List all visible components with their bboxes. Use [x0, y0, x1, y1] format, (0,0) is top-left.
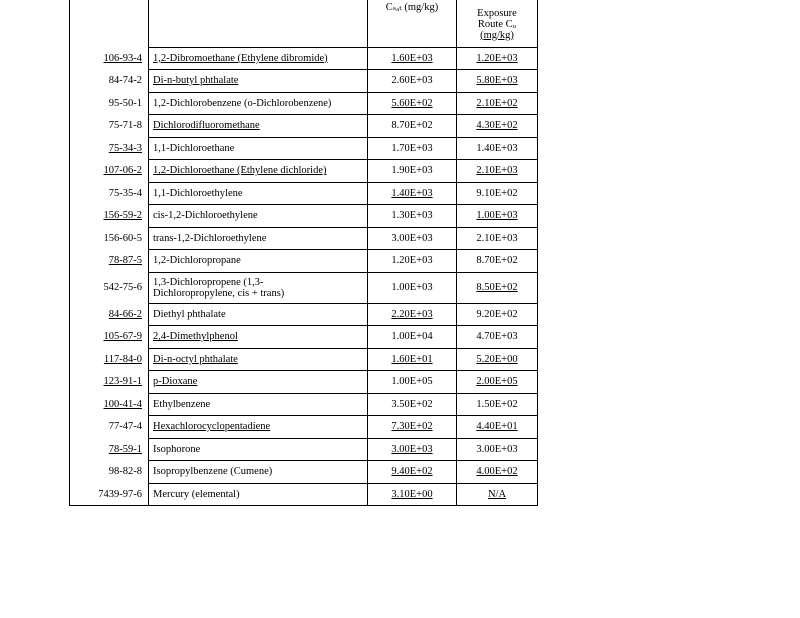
table-row [70, 371, 538, 394]
header-cas-blank [70, 0, 149, 47]
csat-value: 1.60E+03 [368, 47, 457, 70]
table-row [70, 47, 538, 70]
csat-value: 2.60E+03 [368, 70, 457, 93]
csat-value: 3.00E+03 [368, 438, 457, 461]
exposure-value: 8.50E+02 [457, 272, 538, 303]
table-row [70, 483, 538, 506]
chemical-name: Diethyl phthalate [149, 303, 368, 326]
exposure-value: 4.30E+02 [457, 115, 538, 138]
csat-value: 5.60E+02 [368, 92, 457, 115]
exposure-value: N/A [457, 483, 538, 506]
csat-value: 7.30E+02 [368, 416, 457, 439]
chemical-name: cis-1,2-Dichloroethylene [149, 205, 368, 228]
cas-number: 7439-97-6 [70, 483, 149, 506]
header-chemical-blank [149, 0, 368, 47]
table-row [70, 92, 538, 115]
chemical-name-line-2: Dichloropropylene, cis + trans) [153, 287, 285, 299]
csat-value: 1.00E+05 [368, 371, 457, 394]
exposure-value: 2.10E+03 [457, 227, 538, 250]
cas-number: 84-66-2 [70, 303, 149, 326]
exposure-value: 3.00E+03 [457, 438, 538, 461]
exposure-value: 4.40E+01 [457, 416, 538, 439]
cas-number: 78-59-1 [70, 438, 149, 461]
header-exposure-route [457, 0, 538, 47]
cas-number: 156-60-5 [70, 227, 149, 250]
chemical-saturation-table [69, 0, 538, 506]
table-row [70, 416, 538, 439]
csat-value: 2.20E+03 [368, 303, 457, 326]
table-row [70, 137, 538, 160]
table-row [70, 115, 538, 138]
table-row [70, 326, 538, 349]
chemical-name: 1,2-Dichloroethane (Ethylene dichloride) [149, 160, 368, 183]
csat-value: 1.40E+03 [368, 182, 457, 205]
header-exposure-line-3: (mg/kg) [480, 29, 514, 41]
table-row [70, 182, 538, 205]
chemical-name: Isophorone [149, 438, 368, 461]
cas-number: 123-91-1 [70, 371, 149, 394]
exposure-value: 2.10E+03 [457, 160, 538, 183]
chemical-name: 1,1-Dichloroethane [149, 137, 368, 160]
chemical-name: Ethylbenzene [149, 393, 368, 416]
csat-value: 1.70E+03 [368, 137, 457, 160]
table-row [70, 205, 538, 228]
table-row [70, 303, 538, 326]
chemical-name: Hexachlorocyclopentadiene [149, 416, 368, 439]
csat-value: 1.60E+01 [368, 348, 457, 371]
exposure-value: 1.00E+03 [457, 205, 538, 228]
chemical-name: 1,2-Dichloropropane [149, 250, 368, 273]
exposure-value: 9.10E+02 [457, 182, 538, 205]
chemical-name: 2,4-Dimethylphenol [149, 326, 368, 349]
csat-value: 8.70E+02 [368, 115, 457, 138]
csat-value: 3.00E+03 [368, 227, 457, 250]
table-row [70, 348, 538, 371]
cas-number: 100-41-4 [70, 393, 149, 416]
chemical-name: 1,1-Dichloroethylene [149, 182, 368, 205]
table-row [70, 70, 538, 93]
chemical-name: 1,2-Dibromoethane (Ethylene dibromide) [149, 47, 368, 70]
exposure-value: 1.20E+03 [457, 47, 538, 70]
exposure-value: 4.00E+02 [457, 461, 538, 484]
csat-value: 3.10E+00 [368, 483, 457, 506]
exposure-value: 2.00E+05 [457, 371, 538, 394]
cas-number: 78-87-5 [70, 250, 149, 273]
cas-number: 95-50-1 [70, 92, 149, 115]
chemical-name: 1,2-Dichlorobenzene (o-Dichlorobenzene) [149, 92, 368, 115]
cas-number: 156-59-2 [70, 205, 149, 228]
table-row [70, 461, 538, 484]
cas-number: 542-75-6 [70, 272, 149, 303]
cas-number: 84-74-2 [70, 70, 149, 93]
chemical-name: Mercury (elemental) [149, 483, 368, 506]
cas-number: 107-06-2 [70, 160, 149, 183]
csat-value: 9.40E+02 [368, 461, 457, 484]
csat-value: 1.00E+03 [368, 272, 457, 303]
header-exposure-line-2: Route Cᵤ [477, 18, 517, 30]
chemical-name-multiline [149, 272, 368, 303]
cas-number: 117-84-0 [70, 348, 149, 371]
csat-value: 1.20E+03 [368, 250, 457, 273]
table-row [70, 393, 538, 416]
header-csat-label: Cₛₐₜ (mg/kg) [385, 1, 439, 13]
exposure-value: 1.40E+03 [457, 137, 538, 160]
chemical-name: Di-n-butyl phthalate [149, 70, 368, 93]
table-row [70, 438, 538, 461]
cas-number: 98-82-8 [70, 461, 149, 484]
exposure-value: 5.80E+03 [457, 70, 538, 93]
exposure-value: 9.20E+02 [457, 303, 538, 326]
chemical-name: Dichlorodifluoromethane [149, 115, 368, 138]
exposure-value: 2.10E+02 [457, 92, 538, 115]
cas-number: 106-93-4 [70, 47, 149, 70]
exposure-value: 4.70E+03 [457, 326, 538, 349]
header-exposure-line-1: Exposure [477, 7, 517, 19]
exposure-value: 8.70E+02 [457, 250, 538, 273]
exposure-value: 5.20E+00 [457, 348, 538, 371]
header-csat [368, 0, 457, 47]
exposure-value: 1.50E+02 [457, 393, 538, 416]
table-row [70, 272, 538, 303]
csat-value: 1.90E+03 [368, 160, 457, 183]
cas-number: 105-67-9 [70, 326, 149, 349]
cas-number: 75-71-8 [70, 115, 149, 138]
chemical-name: trans-1,2-Dichloroethylene [149, 227, 368, 250]
table-row [70, 250, 538, 273]
table-row [70, 160, 538, 183]
csat-value: 1.30E+03 [368, 205, 457, 228]
chemical-name: Di-n-octyl phthalate [149, 348, 368, 371]
chemical-name: Isopropylbenzene (Cumene) [149, 461, 368, 484]
table-row [70, 227, 538, 250]
chemical-name-line-1: 1,3-Dichloropropene (1,3- [153, 276, 264, 288]
csat-value: 3.50E+02 [368, 393, 457, 416]
csat-value: 1.00E+04 [368, 326, 457, 349]
cas-number: 77-47-4 [70, 416, 149, 439]
cas-number: 75-34-3 [70, 137, 149, 160]
cas-number: 75-35-4 [70, 182, 149, 205]
chemical-name: p-Dioxane [149, 371, 368, 394]
